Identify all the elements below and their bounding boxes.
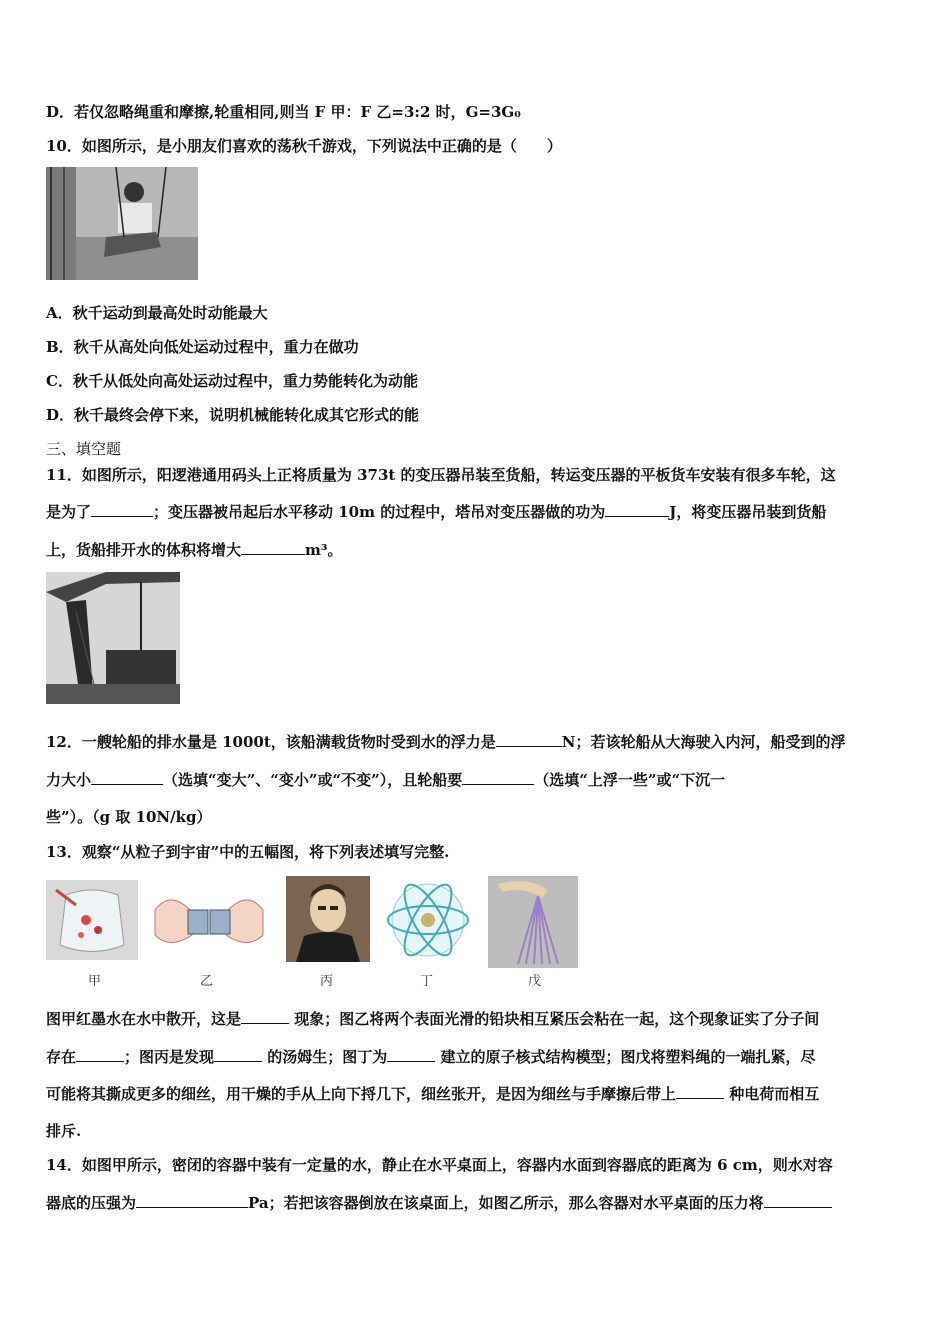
q14-line-2 — [46, 1193, 832, 1213]
q10-option-d: D．秋千最终会停下来，说明机械能转化成其它形式的能 — [46, 406, 420, 424]
q12-text: 力大小 — [46, 771, 92, 789]
q11-blank-1[interactable] — [91, 502, 153, 517]
q13-text: ；图丙是发现 — [124, 1048, 215, 1066]
q12-text: N；若该轮船从大海驶入内河，船受到的浮 — [561, 733, 846, 751]
q13-blank-3[interactable] — [214, 1047, 262, 1062]
caption-ding: 丁 — [420, 974, 434, 989]
q11-text: J，将变压器吊装到货船 — [669, 503, 827, 521]
q13-text: 的汤姆生；图丁为 — [267, 1048, 388, 1066]
q13-blank-4[interactable] — [387, 1047, 435, 1062]
q14-blank-1[interactable] — [136, 1193, 248, 1208]
q12-blank-2[interactable] — [91, 770, 163, 785]
q14-line-1: 14．如图甲所示，密闭的容器中装有一定量的水，静止在水平桌面上，容器内水面到容器底的距离为 6 cm，则水对容 — [46, 1156, 833, 1174]
q13-text: 图甲红墨水在水中散开，这是 — [46, 1010, 242, 1028]
q11-text: m³。 — [305, 541, 343, 559]
q14-text: 器底的压强为 — [46, 1194, 137, 1212]
q13-stem: 13．观察“从粒子到宇宙”中的五幅图，将下列表述填写完整. — [46, 843, 450, 861]
q13-blank-5[interactable] — [676, 1084, 724, 1099]
thomson-portrait — [286, 876, 370, 962]
q11-line-2 — [46, 502, 826, 522]
q11-text: ；变压器被吊起后水平移动 10m 的过程中，塔吊对变压器做的功为 — [153, 503, 606, 521]
q14-text: Pa；若把该容器倒放在该桌面上，如图乙所示，那么容器对水平桌面的压力将 — [248, 1194, 764, 1212]
q13-blank-1[interactable] — [241, 1009, 289, 1024]
q12-text: 12．一艘轮船的排水量是 1000t，该船满载货物时受到水的浮力是 — [46, 733, 496, 751]
caption-yi: 乙 — [200, 974, 214, 989]
q11-line-3 — [46, 540, 342, 560]
q11-text: 上，货船排开水的体积将增大 — [46, 541, 242, 559]
caption-wu: 戊 — [528, 974, 542, 989]
caption-jia: 甲 — [88, 974, 102, 989]
swing-photo — [46, 167, 198, 280]
q11-line-1: 11．如图所示，阳逻港通用码头上正将质量为 373t 的变压器吊装至货船，转运变压器的平板货车安装有很多车轮，这 — [46, 466, 836, 484]
q11-text: 是为了 — [46, 503, 92, 521]
atom-model-drawing — [382, 878, 474, 962]
q10-option-c: C．秋千从低处向高处运动过程中，重力势能转化为动能 — [46, 372, 418, 390]
q10-option-a: A．秋千运动到最高处时动能最大 — [46, 304, 268, 322]
lead-blocks-drawing — [150, 880, 268, 960]
q13-text: 存在 — [46, 1048, 77, 1066]
q13-text: 种电荷而相互 — [729, 1085, 820, 1103]
q12-blank-3[interactable] — [462, 770, 534, 785]
q9-option-d: D．若仅忽略绳重和摩擦,轮重相同,则当 F 甲：F 乙=3:2 时，G=3G₀ — [46, 103, 521, 121]
q12-blank-1[interactable] — [496, 732, 562, 747]
q12-text: （选填“上浮一些”或“下沉一 — [534, 771, 726, 789]
q13-text: 建立的原子核式结构模型；图戊将塑料绳的一端扎紧，尽 — [440, 1048, 816, 1066]
q12-text: （选填“变大”、“变小”或“不变”），且轮船要 — [163, 771, 463, 789]
q10-option-b: B．秋千从高处向低处运动过程中，重力在做功 — [46, 338, 359, 356]
q13-text: 现象；图乙将两个表面光滑的铅块相互紧压会粘在一起，这个现象证实了分子间 — [294, 1010, 820, 1028]
plastic-rope-photo — [488, 876, 578, 968]
caption-bing: 丙 — [320, 974, 334, 989]
q13-line-1 — [46, 1009, 819, 1029]
q12-line-1 — [46, 732, 846, 752]
q12-line-2 — [46, 770, 725, 790]
section-heading: 三、填空题 — [46, 440, 122, 458]
q14-blank-2[interactable] — [764, 1193, 832, 1208]
crane-photo — [46, 572, 180, 704]
q11-blank-2[interactable] — [605, 502, 669, 517]
q13-text: 可能将其撕成更多的细丝，用干燥的手从上向下捋几下，细丝张开，是因为细丝与手摩擦后带上 — [46, 1085, 677, 1103]
q13-line-2 — [46, 1047, 816, 1067]
q12-line-3: 些”）。（g 取 10N/kg） — [46, 808, 212, 826]
q10-stem: 10．如图所示，是小朋友们喜欢的荡秋千游戏，下列说法中正确的是（ ） — [46, 137, 562, 155]
q13-blank-2[interactable] — [76, 1047, 124, 1062]
q13-line-4: 排斥. — [46, 1122, 82, 1140]
q11-blank-3[interactable] — [241, 540, 305, 555]
q13-line-3 — [46, 1084, 819, 1104]
ink-in-water-photo — [46, 880, 138, 960]
